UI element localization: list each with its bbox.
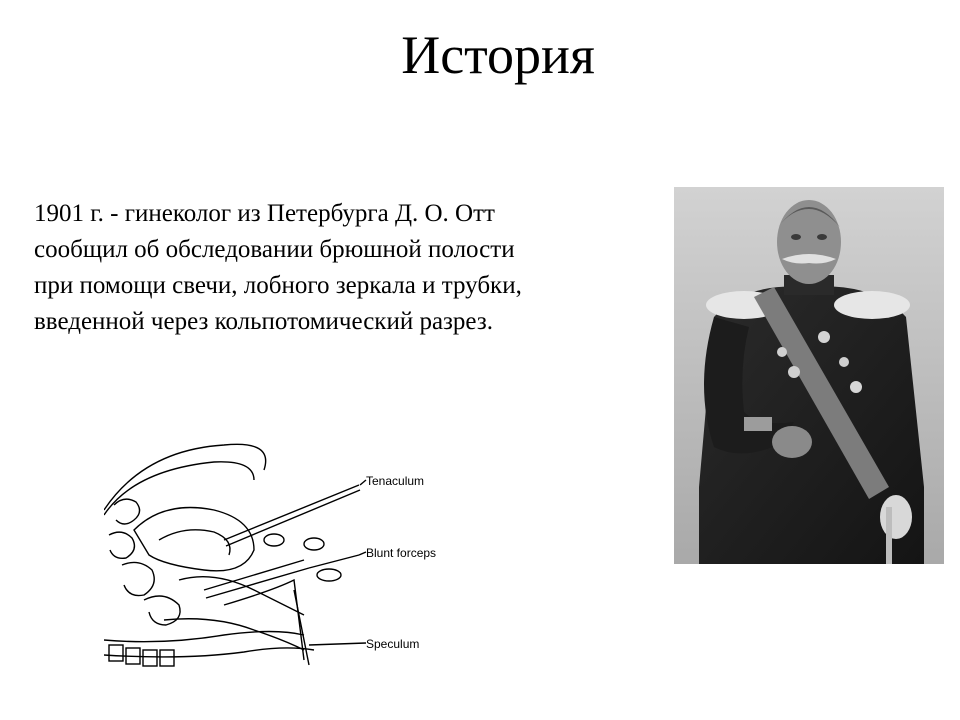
body-line: при помощи свечи, лобного зеркала и трубки, xyxy=(34,272,522,299)
body-line: сообщил об обследовании брюшной полости xyxy=(34,236,515,263)
portrait-figure xyxy=(674,187,944,564)
body-line: 1901 г. - гинеколог из Петербурга Д. О. Отт xyxy=(34,200,495,227)
label-tenaculum: Tenaculum xyxy=(366,474,425,488)
anatomical-diagram xyxy=(104,440,454,690)
body-line: введенной через кольпотомический разрез. xyxy=(34,308,493,335)
portrait-photo xyxy=(674,187,944,564)
slide-body-text xyxy=(34,196,674,340)
slide-title: История xyxy=(401,25,595,85)
label-blunt-forceps: Blunt forceps xyxy=(366,546,437,560)
label-speculum: Speculum xyxy=(366,637,420,651)
